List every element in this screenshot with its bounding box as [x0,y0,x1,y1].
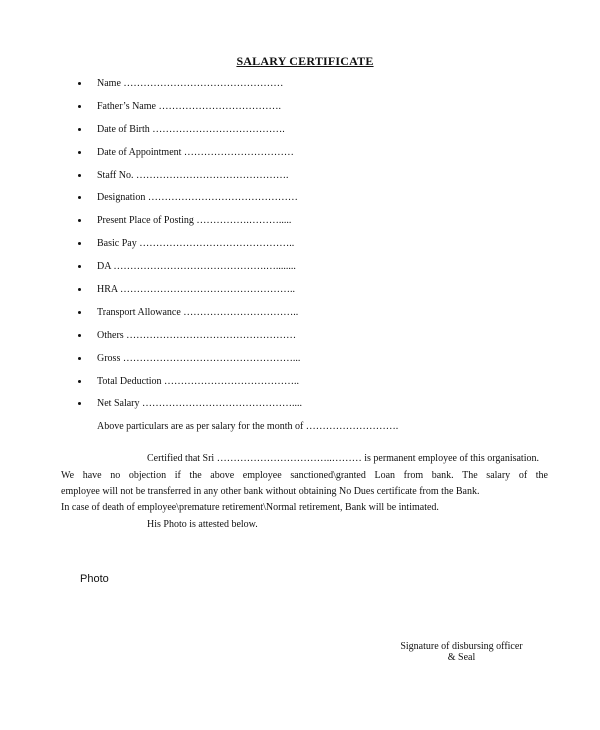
bullet-icon [78,105,81,108]
bullet-icon [78,151,81,154]
bullet-icon [78,334,81,337]
bullet-icon [78,265,81,268]
certified-line: Certified that Sri ……………………………..……… is permanent employee of this organisation. [147,453,539,464]
bullet-icon [78,82,81,85]
signature-officer-label: Signature of disbursing officer [400,641,523,652]
signature-seal-label: & Seal [447,652,476,663]
salary-month-line: Above particulars are as per salary for the month of ………………………. [97,421,399,432]
death-retirement-line: In case of death of employee\premature retirement\Normal retirement, Bank will be intimated. [61,502,439,513]
bullet-icon [78,196,81,199]
bullet-icon [78,242,81,245]
bullet-icon [78,380,81,383]
bullet-icon [78,311,81,314]
bullet-icon [78,174,81,177]
bullet-icon [78,219,81,222]
bullet-icon [78,128,81,131]
document-page: SALARY CERTIFICATE Name ………………………………………… Father’s Name ………………………………. Date of Birth …………………………………. Date of Appointment …………………………… Staff No. ………………………………………. Designation ……………………………………… Present Place of Posting …………….………..... Basic Pay ……………………………………….. DA ……………………………………….…........ HRA …………………………………………….. Transport Allowance …………………………….. Others …………………………………………… Gross ……………………………………………... Total Deduction ………………………………….. Net Salary ……………………………………….... Above particulars are as per salary for the month of ………………………. Certified that Sri ……………………………..……… is permanent employee of this organisation. We have no objection if the above employee sanctioned\granted Loan from bank. The salary of the employee will not be transferred in any other bank without obtaining No Dues certificate from the Bank. In case of death of employee\premature retirement\Normal retirement, Bank will be intimated. His Photo is attested below. Photo Signature of disbursing officer & Seal [0,0,600,730]
bullet-icon [78,288,81,291]
objection-paragraph-line-1: We have no objection if the above employee sanctioned\granted Loan from bank. The salary of the [61,470,548,481]
objection-paragraph-line-2: employee will not be transferred in any other bank without obtaining No Dues certificate from the Bank. [61,486,480,497]
bullet-icon [78,357,81,360]
bullet-icon [78,402,81,405]
document-title: SALARY CERTIFICATE [236,54,374,68]
photo-label: Photo [80,573,109,585]
photo-attested-line: His Photo is attested below. [147,519,258,530]
